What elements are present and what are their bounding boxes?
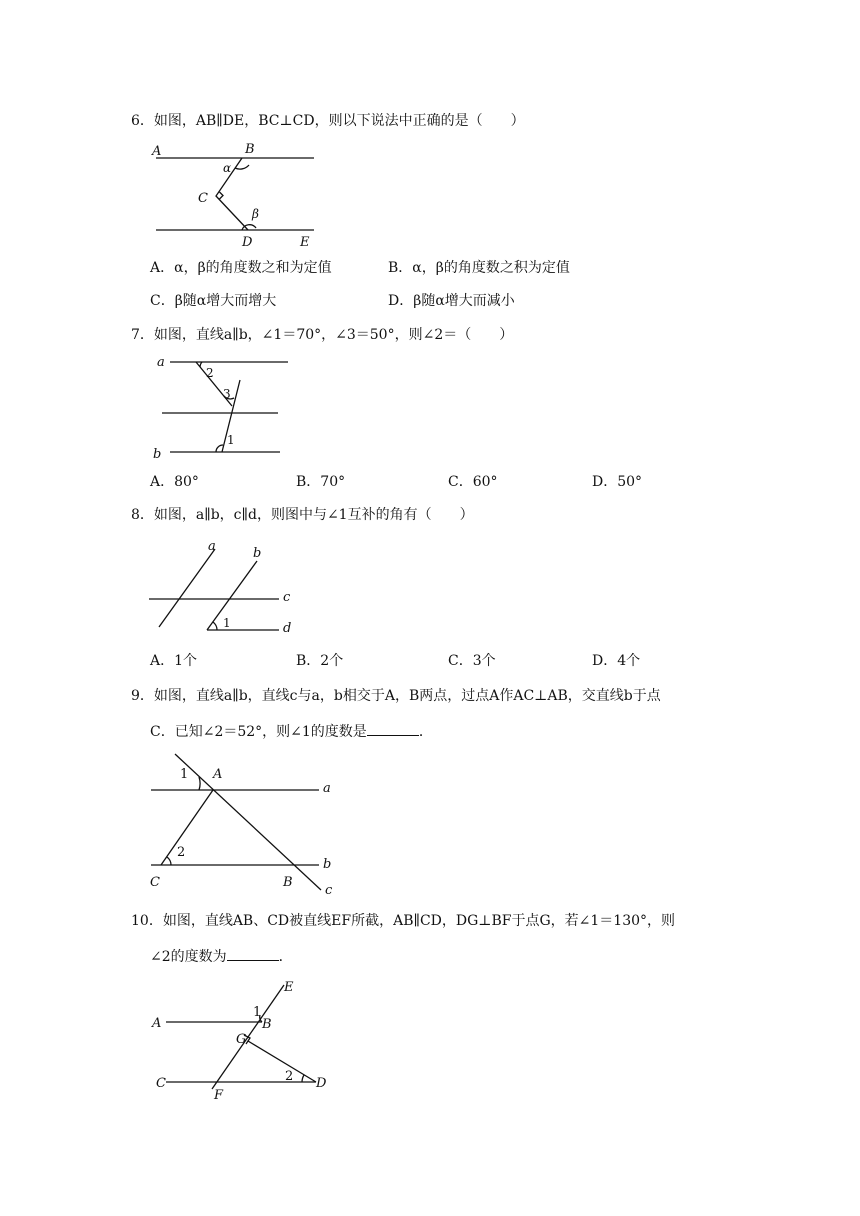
q8-label-c: c xyxy=(283,590,291,605)
q7-label-2: 2 xyxy=(206,366,214,380)
question-10-stem-line2 xyxy=(150,946,293,967)
q10-label-D: D xyxy=(316,1076,327,1091)
q9-label-b: b xyxy=(323,857,332,872)
question-6-figure xyxy=(150,138,330,250)
q7-option-a[interactable]: A．80° xyxy=(150,474,199,490)
q6-option-a[interactable]: A．α，β的角度数之和为定值 xyxy=(150,260,332,276)
q6-label-D: D xyxy=(242,235,253,250)
q9-label-C: C xyxy=(150,875,160,890)
q8-label-1: 1 xyxy=(223,616,231,630)
q10-stem-line2-end: ． xyxy=(278,949,293,965)
q10-label-C: C xyxy=(156,1076,166,1091)
q7-label-a: a xyxy=(157,355,165,370)
q10-label-G: G xyxy=(236,1032,247,1047)
q6-label-E: E xyxy=(300,235,310,250)
question-8-figure xyxy=(145,535,305,640)
q10-stem-line2-text: ∠2的度数为 xyxy=(150,949,227,965)
q9-label-A: A xyxy=(213,767,223,782)
q9-stem-line2-end: ． xyxy=(418,724,433,740)
question-7-figure xyxy=(150,350,300,462)
q6-label-beta: β xyxy=(252,207,259,221)
question-9-figure xyxy=(145,748,345,896)
q9-label-B: B xyxy=(283,875,293,890)
q9-stem-line2-text: C．已知∠2＝52°，则∠1的度数是 xyxy=(150,724,367,740)
q6-label-B: B xyxy=(245,142,255,157)
q9-label-a: a xyxy=(323,781,331,796)
q8-label-b: b xyxy=(253,546,262,561)
q8-option-c[interactable]: C．3个 xyxy=(448,653,496,669)
q7-label-1: 1 xyxy=(227,433,235,447)
q7-label-3: 3 xyxy=(223,387,231,401)
q7-option-c[interactable]: C．60° xyxy=(448,474,498,490)
q9-label-c: c xyxy=(325,883,333,896)
q6-option-d[interactable]: D．β随α增大而减小 xyxy=(388,293,515,309)
question-9-stem-line1: 9．如图，直线a∥b，直线c与a，b相交于A，B两点，过点A作AC⊥AB，交直线b于点 xyxy=(131,688,661,704)
question-10-figure xyxy=(150,975,340,1103)
q10-label-B: B xyxy=(262,1017,272,1032)
q9-label-1: 1 xyxy=(180,767,189,782)
q8-label-a: a xyxy=(208,539,216,554)
q6-label-A: A xyxy=(152,144,162,159)
q6-option-c[interactable]: C．β随α增大而增大 xyxy=(150,293,277,309)
q6-option-b[interactable]: B．α，β的角度数之积为定值 xyxy=(388,260,570,276)
q8-option-a[interactable]: A．1个 xyxy=(150,653,198,669)
q10-label-F: F xyxy=(214,1088,224,1103)
q7-option-b[interactable]: B．70° xyxy=(296,474,346,490)
question-8-stem: 8．如图，a∥b，c∥d，则图中与∠1互补的角有（ ） xyxy=(131,507,474,523)
question-7-stem: 7．如图，直线a∥b，∠1＝70°，∠3＝50°，则∠2＝（ ） xyxy=(131,327,514,343)
q10-answer-blank[interactable] xyxy=(227,946,279,961)
q8-label-d: d xyxy=(283,621,292,636)
q7-option-d[interactable]: D．50° xyxy=(592,474,643,490)
q10-label-1: 1 xyxy=(253,1005,262,1020)
q8-option-d[interactable]: D．4个 xyxy=(592,653,641,669)
q7-label-b: b xyxy=(153,447,162,462)
q10-label-A: A xyxy=(152,1016,162,1031)
q10-label-2: 2 xyxy=(285,1069,294,1084)
q9-answer-blank[interactable] xyxy=(367,721,419,736)
q6-label-C: C xyxy=(198,191,208,206)
question-6-stem: 6．如图，AB∥DE，BC⊥CD，则以下说法中正确的是（ ） xyxy=(131,113,525,129)
q9-label-2: 2 xyxy=(177,845,186,860)
question-9-stem-line2 xyxy=(150,721,433,742)
q6-label-alpha: α xyxy=(223,161,232,175)
question-10-stem-line1: 10．如图，直线AB、CD被直线EF所截，AB∥CD，DG⊥BF于点G，若∠1＝130°，则 xyxy=(131,913,676,929)
q10-label-E: E xyxy=(284,980,294,995)
q8-option-b[interactable]: B．2个 xyxy=(296,653,344,669)
